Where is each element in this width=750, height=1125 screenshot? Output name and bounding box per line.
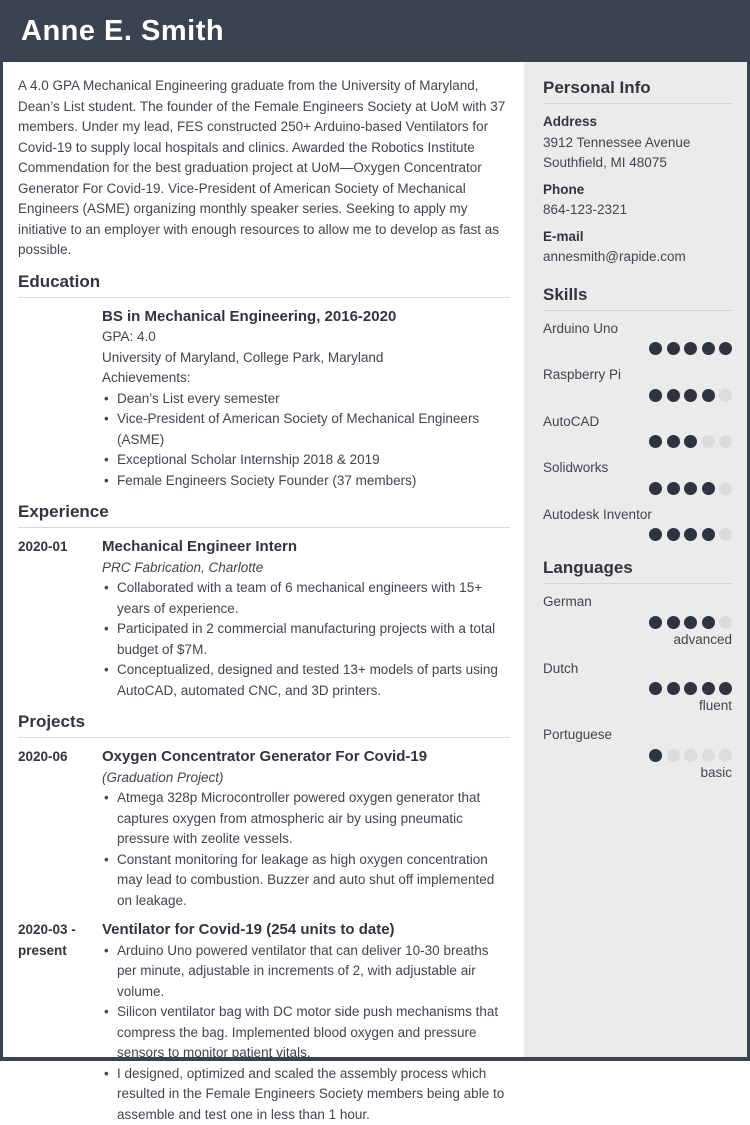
rating-dot-filled (649, 616, 662, 629)
rating-dot-filled (684, 682, 697, 695)
field-label: Address (543, 112, 732, 133)
rating-dot-filled (684, 342, 697, 355)
rating-dot-filled (719, 682, 732, 695)
rating-dot-filled (667, 682, 680, 695)
rating-dot-filled (649, 342, 662, 355)
skills-heading: Skills (543, 284, 732, 311)
language-name: German (543, 592, 732, 613)
field-value: 3912 Tennessee Avenue (543, 133, 732, 154)
experience-entry (18, 537, 510, 701)
rating-dot-empty (667, 749, 680, 762)
language-level-label: fluent (543, 697, 732, 715)
job-title: Mechanical Engineer Intern (102, 537, 510, 558)
rating-dot-filled (684, 435, 697, 448)
language-name: Dutch (543, 659, 732, 680)
bullet-item: • Atmega 328p Microcontroller powered oxygen generator that captures oxygen from atmospheric air by using pneumatic pressure with zeolite vessels. (102, 788, 510, 850)
entry-date: 2020-03 - present (18, 920, 102, 1125)
summary-text: A 4.0 GPA Mechanical Engineering graduate from the University of Maryland, Dean’s List student. The founder of the Female Engineers Society at UoM with 37 members. Under my lead, FES constructed 250+ Arduino-based Ventilators for Covid-19 to supply local hospitals and clinics. Awarded the Robotics Institute Commendation for the best graduation project at UoM—Oxygen Concentrator Generator For Covid-19. Vice-President of American Society of Mechanical Engineers (ASME) organizing monthly speaker series. Seeking to apply my initiative to an employer with enough resources to allow me to develop as fast as possible. (18, 76, 510, 261)
skill-item (543, 505, 732, 542)
skill-name: Autodesk Inventor (543, 505, 732, 526)
company-line: PRC Fabrication, Charlotte (102, 558, 510, 579)
entry-date: 2020-06 (18, 747, 102, 911)
rating-dot-filled (649, 749, 662, 762)
field-label: Phone (543, 180, 732, 201)
rating-dot-filled (667, 342, 680, 355)
rating-dot-filled (702, 482, 715, 495)
bullet-item: • Constant monitoring for leakage as high oxygen concentration may lead to combustion. Buzzer and auto shut off implemented on leakage. (102, 850, 510, 912)
main-column (3, 62, 524, 1057)
project-subtitle: (Graduation Project) (102, 768, 510, 789)
bullet-item: • Conceptualized, designed and tested 13+ models of parts using AutoCAD, automated CNC, and 3D printers. (102, 660, 510, 701)
school-line: University of Maryland, College Park, Maryland (102, 348, 510, 369)
skill-item (543, 458, 732, 495)
education-entry (18, 307, 510, 492)
field-value: Southfield, MI 48075 (543, 153, 732, 174)
rating-dot-filled (702, 389, 715, 402)
skill-item (543, 412, 732, 449)
rating-dot-filled (702, 682, 715, 695)
skill-item (543, 365, 732, 402)
language-rating (543, 749, 732, 762)
section-education (18, 271, 510, 492)
rating-dot-empty (719, 528, 732, 541)
skill-rating (543, 528, 732, 541)
field-value: annesmith@rapide.com (543, 247, 732, 268)
bullet-item: • Collaborated with a team of 6 mechanical engineers with 15+ years of experience. (102, 578, 510, 619)
rating-dot-empty (719, 749, 732, 762)
candidate-name: Anne E. Smith (21, 15, 224, 48)
project-title: Oxygen Concentrator Generator For Covid-19 (102, 747, 510, 768)
projects-heading: Projects (18, 711, 510, 738)
experience-bullets (102, 578, 510, 701)
rating-dot-filled (649, 389, 662, 402)
language-item (543, 659, 732, 716)
skill-rating (543, 435, 732, 448)
entry-content (102, 307, 510, 492)
entry-content (102, 537, 510, 701)
experience-heading: Experience (18, 501, 510, 528)
rating-dot-empty (719, 435, 732, 448)
bullet-item: • Participated in 2 commercial manufacturing projects with a total budget of $7M. (102, 619, 510, 660)
skill-rating (543, 342, 732, 355)
resume-header (3, 0, 747, 62)
field-label: E-mail (543, 227, 732, 248)
language-level-label: basic (543, 764, 732, 782)
rating-dot-filled (649, 435, 662, 448)
language-level-label: advanced (543, 631, 732, 649)
education-heading: Education (18, 271, 510, 298)
skill-rating (543, 389, 732, 402)
rating-dot-filled (667, 616, 680, 629)
skill-name: Solidworks (543, 458, 732, 479)
rating-dot-empty (719, 616, 732, 629)
skill-item (543, 319, 732, 356)
entry-date (18, 307, 102, 492)
entry-date: 2020-01 (18, 537, 102, 701)
field-email (543, 227, 732, 268)
rating-dot-filled (684, 389, 697, 402)
rating-dot-empty (702, 749, 715, 762)
resume-body (3, 62, 747, 1057)
rating-dot-filled (667, 389, 680, 402)
bullet-item: • Dean’s List every semester (102, 389, 510, 410)
language-rating (543, 682, 732, 695)
field-value: 864-123-2321 (543, 200, 732, 221)
language-item (543, 725, 732, 782)
rating-dot-filled (719, 342, 732, 355)
rating-dot-filled (649, 482, 662, 495)
bullet-item: • Exceptional Scholar Internship 2018 & 2019 (102, 450, 510, 471)
languages-heading: Languages (543, 557, 732, 584)
project-title: Ventilator for Covid-19 (254 units to date) (102, 920, 510, 941)
project-bullets (102, 788, 510, 911)
rating-dot-empty (702, 435, 715, 448)
rating-dot-filled (702, 342, 715, 355)
bullet-item: • Vice-President of American Society of Mechanical Engineers (ASME) (102, 409, 510, 450)
rating-dot-filled (702, 528, 715, 541)
section-experience (18, 501, 510, 701)
section-projects (18, 711, 510, 1125)
rating-dot-filled (684, 528, 697, 541)
entry-content (102, 920, 510, 1125)
project-entry (18, 920, 510, 1125)
language-name: Portuguese (543, 725, 732, 746)
education-bullets (102, 389, 510, 492)
rating-dot-empty (719, 389, 732, 402)
bullet-item: • Female Engineers Society Founder (37 members) (102, 471, 510, 492)
degree-title: BS in Mechanical Engineering, 2016-2020 (102, 307, 510, 328)
bullet-item: • Arduino Uno powered ventilator that can deliver 10-30 breaths per minute, adjustable in increments of 2, with adjustable air volume. (102, 941, 510, 1003)
rating-dot-filled (667, 435, 680, 448)
rating-dot-filled (702, 616, 715, 629)
rating-dot-filled (649, 682, 662, 695)
project-bullets (102, 941, 510, 1125)
rating-dot-empty (719, 482, 732, 495)
rating-dot-filled (684, 616, 697, 629)
language-rating (543, 616, 732, 629)
bullet-item: • I designed, optimized and scaled the assembly process which resulted in the Female Engineers Society members being able to assemble and test one in less than 1 hour. (102, 1064, 510, 1125)
skill-name: AutoCAD (543, 412, 732, 433)
field-address (543, 112, 732, 174)
field-phone (543, 180, 732, 221)
rating-dot-filled (667, 528, 680, 541)
personal-info-heading: Personal Info (543, 77, 732, 104)
rating-dot-filled (667, 482, 680, 495)
skill-name: Raspberry Pi (543, 365, 732, 386)
rating-dot-empty (684, 749, 697, 762)
language-item (543, 592, 732, 649)
skill-name: Arduino Uno (543, 319, 732, 340)
gpa-line: GPA: 4.0 (102, 327, 510, 348)
rating-dot-filled (684, 482, 697, 495)
sidebar (524, 62, 747, 1057)
rating-dot-filled (649, 528, 662, 541)
entry-content (102, 747, 510, 911)
achievements-label: Achievements: (102, 368, 510, 389)
project-entry (18, 747, 510, 911)
bullet-item: • Silicon ventilator bag with DC motor side push mechanisms that compress the bag. Implemented blood oxygen and pressure sensors to monitor patient vitals. (102, 1002, 510, 1064)
skill-rating (543, 482, 732, 495)
